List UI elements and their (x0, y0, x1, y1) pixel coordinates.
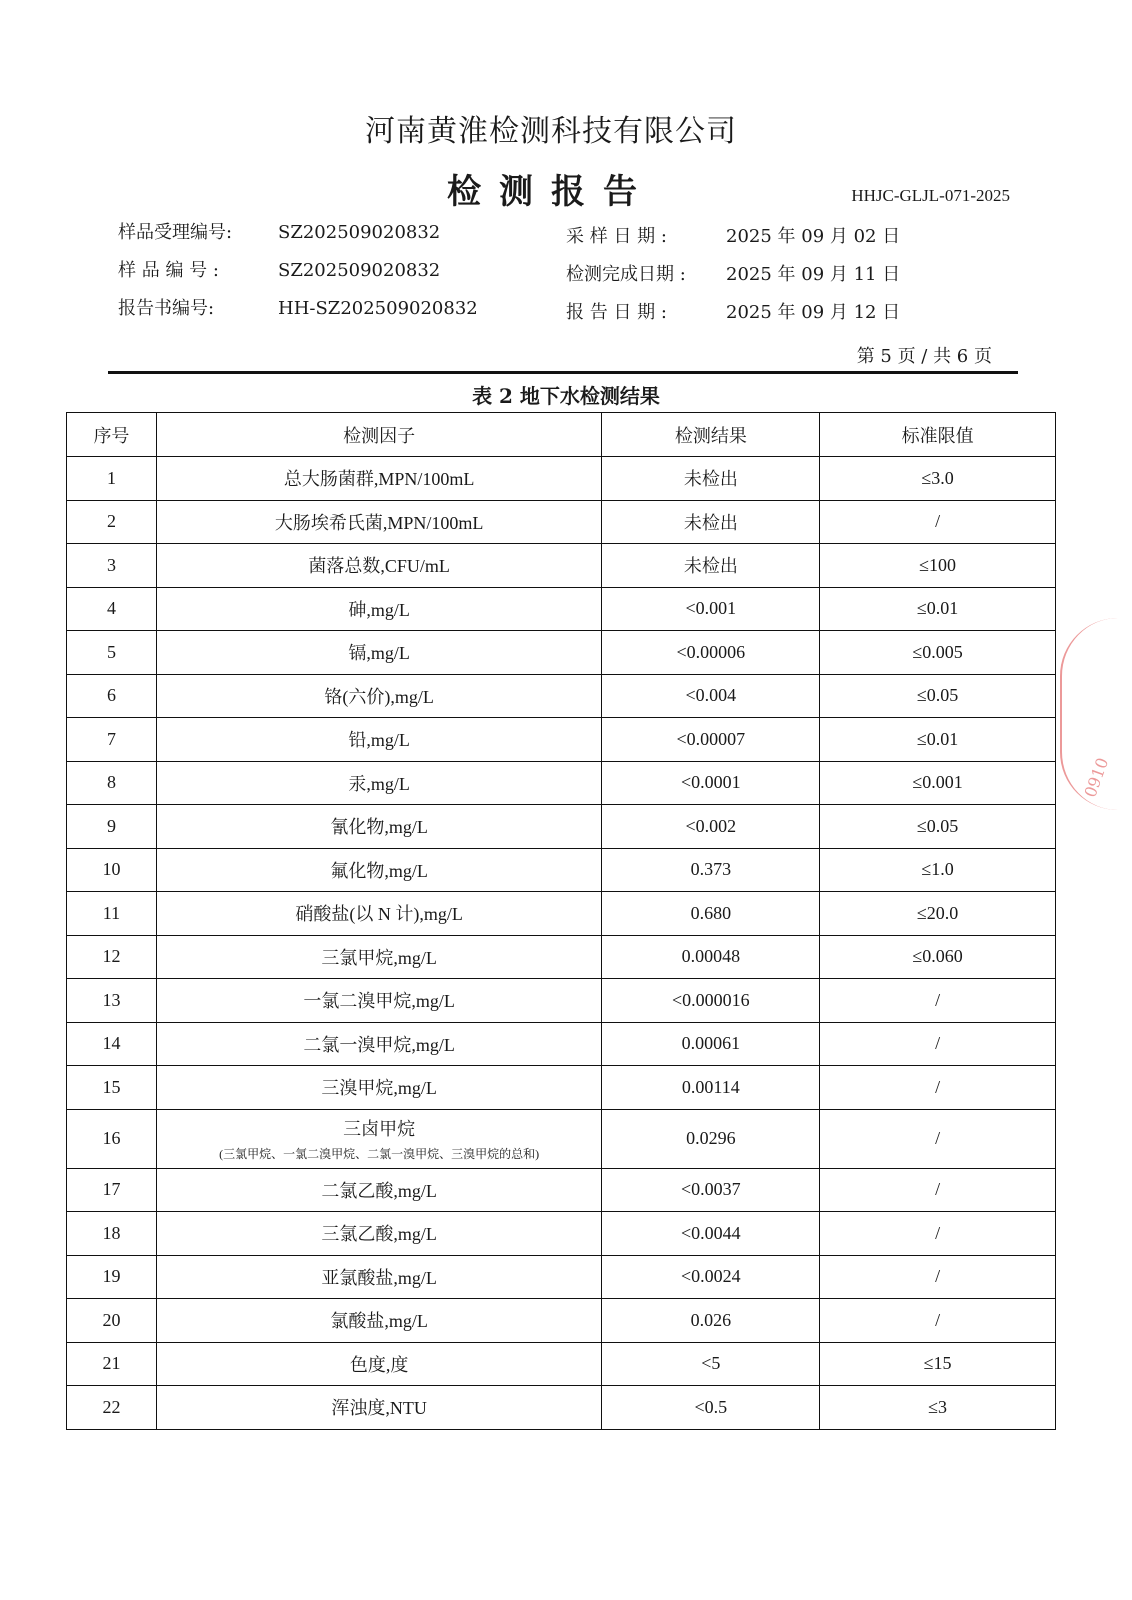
table-row (67, 1255, 1056, 1299)
factor-cell: 亚氯酸盐,mg/L (156, 1255, 602, 1299)
meta-label: 样品受理编号: (118, 222, 233, 243)
meta-report-date (566, 298, 900, 324)
result-cell: <0.001 (602, 587, 820, 631)
result-cell: 未检出 (602, 500, 820, 544)
table-row (67, 631, 1056, 675)
document-code: HHJC-GLJL-071-2025 (851, 186, 1010, 205)
meta-completion-date (566, 260, 900, 286)
meta-sample-receipt-no (118, 218, 440, 244)
row-number-cell: 18 (67, 1212, 157, 1256)
factor-cell: 大肠埃希氏菌,MPN/100mL (156, 500, 602, 544)
limit-cell: / (820, 979, 1056, 1023)
meta-label: 报 告 日 期 : (566, 302, 667, 323)
result-cell: <0.0037 (602, 1168, 820, 1212)
limit-cell: ≤0.005 (820, 631, 1056, 675)
table-row (67, 805, 1056, 849)
result-cell: <0.000016 (602, 979, 820, 1023)
meta-value: SZ202509020832 (278, 260, 441, 281)
page-indicator: 第 5 页 / 共 6 页 (856, 346, 992, 367)
factor-cell: 汞,mg/L (156, 761, 602, 805)
factor-cell: 二氯乙酸,mg/L (156, 1168, 602, 1212)
table-row (67, 500, 1056, 544)
factor-cell: 硝酸盐(以 N 计),mg/L (156, 892, 602, 936)
row-number-cell: 20 (67, 1299, 157, 1343)
result-cell: <0.00006 (602, 631, 820, 675)
result-cell: 0.00114 (602, 1066, 820, 1110)
table-caption: 表 2 地下水检测结果 (472, 384, 660, 408)
result-cell: 0.00048 (602, 935, 820, 979)
row-number-cell: 10 (67, 848, 157, 892)
table-row (67, 1299, 1056, 1343)
factor-cell: 总大肠菌群,MPN/100mL (156, 457, 602, 501)
row-number-cell: 21 (67, 1342, 157, 1386)
factor-cell: 氟化物,mg/L (156, 848, 602, 892)
row-number-cell: 9 (67, 805, 157, 849)
factor-cell: 铅,mg/L (156, 718, 602, 762)
header-cell: 序号 (67, 413, 157, 457)
limit-cell: ≤15 (820, 1342, 1056, 1386)
row-number-cell: 13 (67, 979, 157, 1023)
red-seal-stamp (1060, 618, 1118, 810)
factor-cell: 三溴甲烷,mg/L (156, 1066, 602, 1110)
result-cell: 0.026 (602, 1299, 820, 1343)
limit-cell: / (820, 1299, 1056, 1343)
result-cell: 0.680 (602, 892, 820, 936)
report-title: 检测报告 (447, 172, 655, 212)
table-row (67, 1022, 1056, 1066)
limit-cell: / (820, 1022, 1056, 1066)
row-number-cell: 4 (67, 587, 157, 631)
row-number-cell: 22 (67, 1386, 157, 1430)
table-row (67, 457, 1056, 501)
factor-cell: 三氯甲烷,mg/L (156, 935, 602, 979)
row-number-cell: 5 (67, 631, 157, 675)
table-row (67, 587, 1056, 631)
meta-label: 报告书编号: (118, 298, 215, 319)
result-cell: <0.0001 (602, 761, 820, 805)
meta-report-no (118, 294, 478, 320)
table-row (67, 761, 1056, 805)
meta-value: 2025 年 09 月 11 日 (726, 264, 901, 285)
factor-cell: 氰化物,mg/L (156, 805, 602, 849)
limit-cell: ≤0.01 (820, 587, 1056, 631)
limit-cell: / (820, 1255, 1056, 1299)
result-cell: <5 (602, 1342, 820, 1386)
factor-cell: 二氯一溴甲烷,mg/L (156, 1022, 602, 1066)
row-number-cell: 7 (67, 718, 157, 762)
row-number-cell: 2 (67, 500, 157, 544)
limit-cell: ≤0.01 (820, 718, 1056, 762)
table-row (67, 1386, 1056, 1430)
result-cell: <0.5 (602, 1386, 820, 1430)
table-row (67, 892, 1056, 936)
factor-cell: 镉,mg/L (156, 631, 602, 675)
table-row (67, 1066, 1056, 1110)
results-table (66, 412, 1056, 1430)
header-cell: 标准限值 (820, 413, 1056, 457)
factor-cell: 浑浊度,NTU (156, 1386, 602, 1430)
meta-value: HH-SZ202509020832 (278, 298, 478, 319)
factor-cell: 铬(六价),mg/L (156, 674, 602, 718)
row-number-cell: 15 (67, 1066, 157, 1110)
factor-name: 三卤甲烷 (343, 1119, 416, 1139)
limit-cell: ≤3.0 (820, 457, 1056, 501)
limit-cell: ≤1.0 (820, 848, 1056, 892)
company-name: 河南黄淮检测科技有限公司 (365, 114, 737, 149)
factor-cell: 色度,度 (156, 1342, 602, 1386)
factor-note: (三氯甲烷、一氯二溴甲烷、二氯一溴甲烷、三溴甲烷的总和) (219, 1147, 540, 1161)
limit-cell: / (820, 1212, 1056, 1256)
result-cell: 未检出 (602, 457, 820, 501)
table-row (67, 848, 1056, 892)
row-number-cell: 17 (67, 1168, 157, 1212)
meta-sampling-date (566, 222, 900, 248)
row-number-cell: 1 (67, 457, 157, 501)
meta-value: 2025 年 09 月 02 日 (726, 226, 901, 247)
result-cell: 未检出 (602, 544, 820, 588)
factor-cell: 砷,mg/L (156, 587, 602, 631)
limit-cell: ≤100 (820, 544, 1056, 588)
table-row (67, 674, 1056, 718)
result-cell: <0.004 (602, 674, 820, 718)
table-row (67, 1342, 1056, 1386)
result-cell: <0.0024 (602, 1255, 820, 1299)
table-row (67, 718, 1056, 762)
limit-cell: ≤0.060 (820, 935, 1056, 979)
header-divider (108, 371, 1018, 374)
stamp-text: 0910 (1080, 755, 1113, 800)
row-number-cell: 19 (67, 1255, 157, 1299)
row-number-cell: 3 (67, 544, 157, 588)
result-cell: <0.0044 (602, 1212, 820, 1256)
meta-value: SZ202509020832 (278, 222, 441, 243)
factor-cell (156, 1109, 602, 1168)
limit-cell: ≤3 (820, 1386, 1056, 1430)
row-number-cell: 11 (67, 892, 157, 936)
row-number-cell: 14 (67, 1022, 157, 1066)
table-header-row (67, 413, 1056, 457)
row-number-cell: 8 (67, 761, 157, 805)
table-row (67, 979, 1056, 1023)
factor-cell: 一氯二溴甲烷,mg/L (156, 979, 602, 1023)
table-body (67, 457, 1056, 1430)
meta-label: 检测完成日期 : (566, 264, 686, 285)
header-cell: 检测因子 (156, 413, 602, 457)
table-row (67, 544, 1056, 588)
result-cell: <0.002 (602, 805, 820, 849)
factor-cell: 氯酸盐,mg/L (156, 1299, 602, 1343)
table-row (67, 1109, 1056, 1168)
limit-cell: / (820, 1109, 1056, 1168)
limit-cell: ≤0.05 (820, 674, 1056, 718)
limit-cell: / (820, 1066, 1056, 1110)
result-cell: 0.0296 (602, 1109, 820, 1168)
table-row (67, 1212, 1056, 1256)
row-number-cell: 12 (67, 935, 157, 979)
factor-cell: 三氯乙酸,mg/L (156, 1212, 602, 1256)
limit-cell: ≤0.05 (820, 805, 1056, 849)
meta-value: 2025 年 09 月 12 日 (726, 302, 901, 323)
row-number-cell: 16 (67, 1109, 157, 1168)
meta-sample-no (118, 256, 440, 282)
limit-cell: / (820, 1168, 1056, 1212)
table-row (67, 935, 1056, 979)
meta-label: 采 样 日 期 : (566, 226, 667, 247)
limit-cell: ≤0.001 (820, 761, 1056, 805)
row-number-cell: 6 (67, 674, 157, 718)
header-cell: 检测结果 (602, 413, 820, 457)
result-cell: <0.00007 (602, 718, 820, 762)
table-row (67, 1168, 1056, 1212)
factor-cell: 菌落总数,CFU/mL (156, 544, 602, 588)
result-cell: 0.00061 (602, 1022, 820, 1066)
limit-cell: ≤20.0 (820, 892, 1056, 936)
limit-cell: / (820, 500, 1056, 544)
result-cell: 0.373 (602, 848, 820, 892)
meta-label: 样 品 编 号 : (118, 260, 219, 281)
